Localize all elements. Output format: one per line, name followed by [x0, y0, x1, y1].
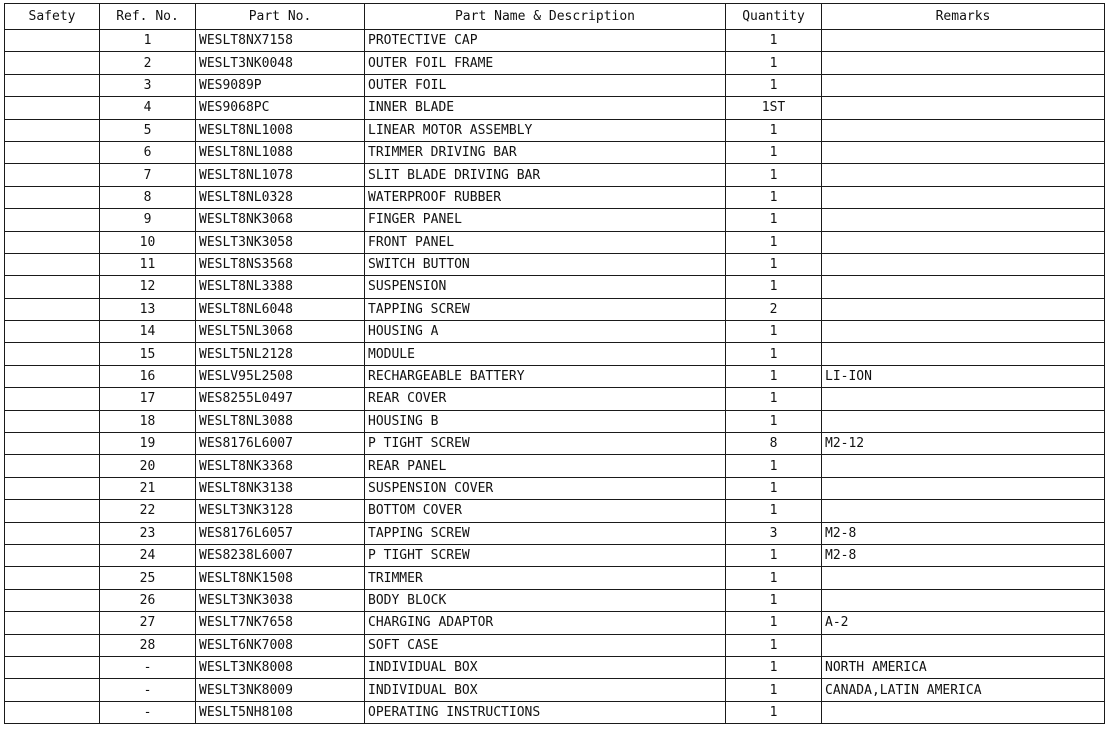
cell-remarks — [822, 97, 1105, 119]
cell-quantity: 1 — [726, 365, 822, 387]
table-row — [5, 567, 1105, 589]
cell-part-no: WESLT8NK3138 — [196, 477, 365, 499]
cell-remarks — [822, 209, 1105, 231]
cell-quantity: 1 — [726, 410, 822, 432]
table-row — [5, 544, 1105, 566]
cell-quantity: 1 — [726, 656, 822, 678]
cell-part-name: REAR PANEL — [365, 455, 726, 477]
table-row — [5, 119, 1105, 141]
cell-ref-no: - — [100, 656, 196, 678]
cell-safety — [5, 656, 100, 678]
cell-quantity: 1 — [726, 321, 822, 343]
cell-part-name: SUSPENSION COVER — [365, 477, 726, 499]
cell-quantity: 2 — [726, 298, 822, 320]
cell-part-name: RECHARGEABLE BATTERY — [365, 365, 726, 387]
table-row — [5, 30, 1105, 52]
cell-quantity: 1 — [726, 500, 822, 522]
cell-remarks — [822, 500, 1105, 522]
cell-quantity: 1 — [726, 567, 822, 589]
header-remarks: Remarks — [822, 4, 1105, 30]
cell-quantity: 1 — [726, 634, 822, 656]
cell-part-no: WESLV95L2508 — [196, 365, 365, 387]
cell-quantity: 1 — [726, 141, 822, 163]
header-ref-no: Ref. No. — [100, 4, 196, 30]
cell-safety — [5, 567, 100, 589]
cell-safety — [5, 433, 100, 455]
cell-part-name: WATERPROOF RUBBER — [365, 186, 726, 208]
cell-ref-no: 4 — [100, 97, 196, 119]
cell-ref-no: 22 — [100, 500, 196, 522]
cell-part-no: WESLT3NK8008 — [196, 656, 365, 678]
table-row — [5, 276, 1105, 298]
cell-part-no: WESLT5NH8108 — [196, 701, 365, 723]
cell-quantity: 1 — [726, 231, 822, 253]
cell-part-name: OPERATING INSTRUCTIONS — [365, 701, 726, 723]
cell-part-name: TAPPING SCREW — [365, 298, 726, 320]
table-row — [5, 433, 1105, 455]
cell-part-no: WES9068PC — [196, 97, 365, 119]
cell-quantity: 1 — [726, 589, 822, 611]
cell-ref-no: 23 — [100, 522, 196, 544]
cell-ref-no: 11 — [100, 253, 196, 275]
table-row — [5, 679, 1105, 701]
cell-remarks — [822, 343, 1105, 365]
table-row — [5, 656, 1105, 678]
table-row — [5, 455, 1105, 477]
cell-part-name: SWITCH BUTTON — [365, 253, 726, 275]
cell-quantity: 1 — [726, 209, 822, 231]
cell-part-no: WESLT6NK7008 — [196, 634, 365, 656]
cell-remarks — [822, 410, 1105, 432]
cell-safety — [5, 276, 100, 298]
table-row — [5, 97, 1105, 119]
cell-ref-no: 25 — [100, 567, 196, 589]
cell-quantity: 1 — [726, 455, 822, 477]
table-row — [5, 231, 1105, 253]
cell-ref-no: 12 — [100, 276, 196, 298]
cell-remarks — [822, 701, 1105, 723]
cell-part-name: OUTER FOIL — [365, 74, 726, 96]
cell-remarks — [822, 567, 1105, 589]
table-row — [5, 477, 1105, 499]
cell-safety — [5, 522, 100, 544]
cell-part-no: WESLT8NK3068 — [196, 209, 365, 231]
cell-remarks: M2-8 — [822, 522, 1105, 544]
cell-ref-no: 19 — [100, 433, 196, 455]
cell-ref-no: 18 — [100, 410, 196, 432]
cell-part-no: WES8176L6007 — [196, 433, 365, 455]
header-safety: Safety — [5, 4, 100, 30]
cell-quantity: 3 — [726, 522, 822, 544]
cell-quantity: 8 — [726, 433, 822, 455]
cell-safety — [5, 589, 100, 611]
cell-part-no: WESLT8NL3388 — [196, 276, 365, 298]
cell-part-name: LINEAR MOTOR ASSEMBLY — [365, 119, 726, 141]
cell-ref-no: - — [100, 701, 196, 723]
cell-remarks — [822, 477, 1105, 499]
cell-part-no: WESLT8NS3568 — [196, 253, 365, 275]
cell-part-name: OUTER FOIL FRAME — [365, 52, 726, 74]
cell-safety — [5, 455, 100, 477]
cell-part-no: WESLT3NK3058 — [196, 231, 365, 253]
table-row — [5, 612, 1105, 634]
cell-part-name: BODY BLOCK — [365, 589, 726, 611]
cell-part-name: FINGER PANEL — [365, 209, 726, 231]
table-header — [5, 4, 1105, 30]
cell-quantity: 1 — [726, 52, 822, 74]
table-row — [5, 410, 1105, 432]
cell-safety — [5, 298, 100, 320]
cell-quantity: 1 — [726, 74, 822, 96]
cell-remarks — [822, 455, 1105, 477]
cell-ref-no: 27 — [100, 612, 196, 634]
cell-safety — [5, 365, 100, 387]
cell-part-no: WESLT8NK3368 — [196, 455, 365, 477]
cell-part-no: WESLT5NL3068 — [196, 321, 365, 343]
cell-quantity: 1 — [726, 701, 822, 723]
cell-part-no: WES8238L6007 — [196, 544, 365, 566]
cell-safety — [5, 141, 100, 163]
cell-part-no: WESLT8NL1078 — [196, 164, 365, 186]
cell-safety — [5, 343, 100, 365]
cell-safety — [5, 186, 100, 208]
cell-part-name: INDIVIDUAL BOX — [365, 679, 726, 701]
cell-remarks — [822, 634, 1105, 656]
cell-quantity: 1 — [726, 30, 822, 52]
cell-safety — [5, 321, 100, 343]
cell-ref-no: - — [100, 679, 196, 701]
cell-safety — [5, 500, 100, 522]
cell-part-no: WESLT8NL1008 — [196, 119, 365, 141]
cell-part-name: HOUSING A — [365, 321, 726, 343]
cell-remarks — [822, 164, 1105, 186]
cell-remarks: A-2 — [822, 612, 1105, 634]
table-row — [5, 298, 1105, 320]
cell-safety — [5, 30, 100, 52]
cell-part-no: WESLT8NL1088 — [196, 141, 365, 163]
cell-part-name: P TIGHT SCREW — [365, 544, 726, 566]
cell-remarks: LI-ION — [822, 365, 1105, 387]
cell-remarks — [822, 52, 1105, 74]
cell-safety — [5, 634, 100, 656]
cell-quantity: 1 — [726, 276, 822, 298]
table-row — [5, 500, 1105, 522]
cell-remarks — [822, 231, 1105, 253]
cell-ref-no: 7 — [100, 164, 196, 186]
cell-remarks — [822, 589, 1105, 611]
cell-remarks — [822, 321, 1105, 343]
cell-part-name: P TIGHT SCREW — [365, 433, 726, 455]
table-row — [5, 365, 1105, 387]
cell-ref-no: 8 — [100, 186, 196, 208]
cell-ref-no: 1 — [100, 30, 196, 52]
cell-part-name: BOTTOM COVER — [365, 500, 726, 522]
cell-remarks — [822, 141, 1105, 163]
cell-safety — [5, 119, 100, 141]
cell-remarks: M2-8 — [822, 544, 1105, 566]
cell-part-name: PROTECTIVE CAP — [365, 30, 726, 52]
cell-ref-no: 28 — [100, 634, 196, 656]
cell-remarks — [822, 388, 1105, 410]
cell-safety — [5, 209, 100, 231]
cell-part-name: TAPPING SCREW — [365, 522, 726, 544]
cell-part-name: REAR COVER — [365, 388, 726, 410]
cell-ref-no: 14 — [100, 321, 196, 343]
cell-remarks — [822, 186, 1105, 208]
table-row — [5, 321, 1105, 343]
cell-quantity: 1 — [726, 679, 822, 701]
table-row — [5, 164, 1105, 186]
cell-ref-no: 20 — [100, 455, 196, 477]
table-row — [5, 388, 1105, 410]
cell-safety — [5, 253, 100, 275]
cell-ref-no: 9 — [100, 209, 196, 231]
header-quantity: Quantity — [726, 4, 822, 30]
cell-quantity: 1 — [726, 119, 822, 141]
cell-quantity: 1 — [726, 544, 822, 566]
cell-remarks: NORTH AMERICA — [822, 656, 1105, 678]
table-row — [5, 141, 1105, 163]
cell-remarks — [822, 30, 1105, 52]
cell-part-name: INDIVIDUAL BOX — [365, 656, 726, 678]
cell-ref-no: 3 — [100, 74, 196, 96]
cell-part-name: SOFT CASE — [365, 634, 726, 656]
cell-ref-no: 15 — [100, 343, 196, 365]
cell-part-name: TRIMMER — [365, 567, 726, 589]
cell-ref-no: 2 — [100, 52, 196, 74]
table-row — [5, 634, 1105, 656]
cell-safety — [5, 97, 100, 119]
cell-part-no: WESLT7NK7658 — [196, 612, 365, 634]
table-row — [5, 589, 1105, 611]
cell-safety — [5, 164, 100, 186]
cell-part-no: WESLT8NL6048 — [196, 298, 365, 320]
cell-remarks — [822, 119, 1105, 141]
header-part-no: Part No. — [196, 4, 365, 30]
table-row — [5, 74, 1105, 96]
cell-safety — [5, 52, 100, 74]
cell-ref-no: 6 — [100, 141, 196, 163]
cell-quantity: 1 — [726, 164, 822, 186]
cell-remarks — [822, 276, 1105, 298]
cell-ref-no: 17 — [100, 388, 196, 410]
cell-safety — [5, 612, 100, 634]
cell-part-no: WESLT5NL2128 — [196, 343, 365, 365]
cell-safety — [5, 388, 100, 410]
table-body — [5, 30, 1105, 724]
cell-safety — [5, 701, 100, 723]
cell-part-no: WES9089P — [196, 74, 365, 96]
table-row — [5, 209, 1105, 231]
table-row — [5, 186, 1105, 208]
cell-part-no: WES8255L0497 — [196, 388, 365, 410]
cell-part-no: WESLT8NL0328 — [196, 186, 365, 208]
cell-part-no: WESLT3NK8009 — [196, 679, 365, 701]
cell-quantity: 1 — [726, 186, 822, 208]
cell-safety — [5, 477, 100, 499]
cell-part-name: HOUSING B — [365, 410, 726, 432]
cell-safety — [5, 74, 100, 96]
cell-quantity: 1 — [726, 612, 822, 634]
cell-ref-no: 10 — [100, 231, 196, 253]
cell-ref-no: 16 — [100, 365, 196, 387]
header-part-name: Part Name & Description — [365, 4, 726, 30]
cell-part-no: WESLT8NX7158 — [196, 30, 365, 52]
table-row — [5, 701, 1105, 723]
cell-quantity: 1 — [726, 388, 822, 410]
cell-ref-no: 24 — [100, 544, 196, 566]
cell-quantity: 1 — [726, 477, 822, 499]
cell-ref-no: 21 — [100, 477, 196, 499]
table-row — [5, 343, 1105, 365]
cell-remarks — [822, 298, 1105, 320]
cell-safety — [5, 410, 100, 432]
cell-part-no: WES8176L6057 — [196, 522, 365, 544]
cell-part-name: TRIMMER DRIVING BAR — [365, 141, 726, 163]
cell-remarks: M2-12 — [822, 433, 1105, 455]
cell-quantity: 1 — [726, 343, 822, 365]
cell-remarks — [822, 253, 1105, 275]
parts-list-table — [4, 3, 1105, 724]
cell-quantity: 1 — [726, 253, 822, 275]
cell-part-no: WESLT3NK3038 — [196, 589, 365, 611]
table-row — [5, 52, 1105, 74]
cell-part-name: FRONT PANEL — [365, 231, 726, 253]
cell-quantity: 1ST — [726, 97, 822, 119]
cell-part-no: WESLT3NK0048 — [196, 52, 365, 74]
cell-safety — [5, 544, 100, 566]
cell-safety — [5, 679, 100, 701]
cell-ref-no: 5 — [100, 119, 196, 141]
cell-safety — [5, 231, 100, 253]
cell-part-name: INNER BLADE — [365, 97, 726, 119]
cell-part-name: SLIT BLADE DRIVING BAR — [365, 164, 726, 186]
header-row — [5, 4, 1105, 30]
cell-part-name: MODULE — [365, 343, 726, 365]
cell-remarks — [822, 74, 1105, 96]
table-row — [5, 253, 1105, 275]
cell-part-no: WESLT8NL3088 — [196, 410, 365, 432]
table-row — [5, 522, 1105, 544]
cell-part-name: CHARGING ADAPTOR — [365, 612, 726, 634]
cell-ref-no: 26 — [100, 589, 196, 611]
cell-part-name: SUSPENSION — [365, 276, 726, 298]
cell-part-no: WESLT8NK1508 — [196, 567, 365, 589]
cell-part-no: WESLT3NK3128 — [196, 500, 365, 522]
cell-remarks: CANADA,LATIN AMERICA — [822, 679, 1105, 701]
cell-ref-no: 13 — [100, 298, 196, 320]
